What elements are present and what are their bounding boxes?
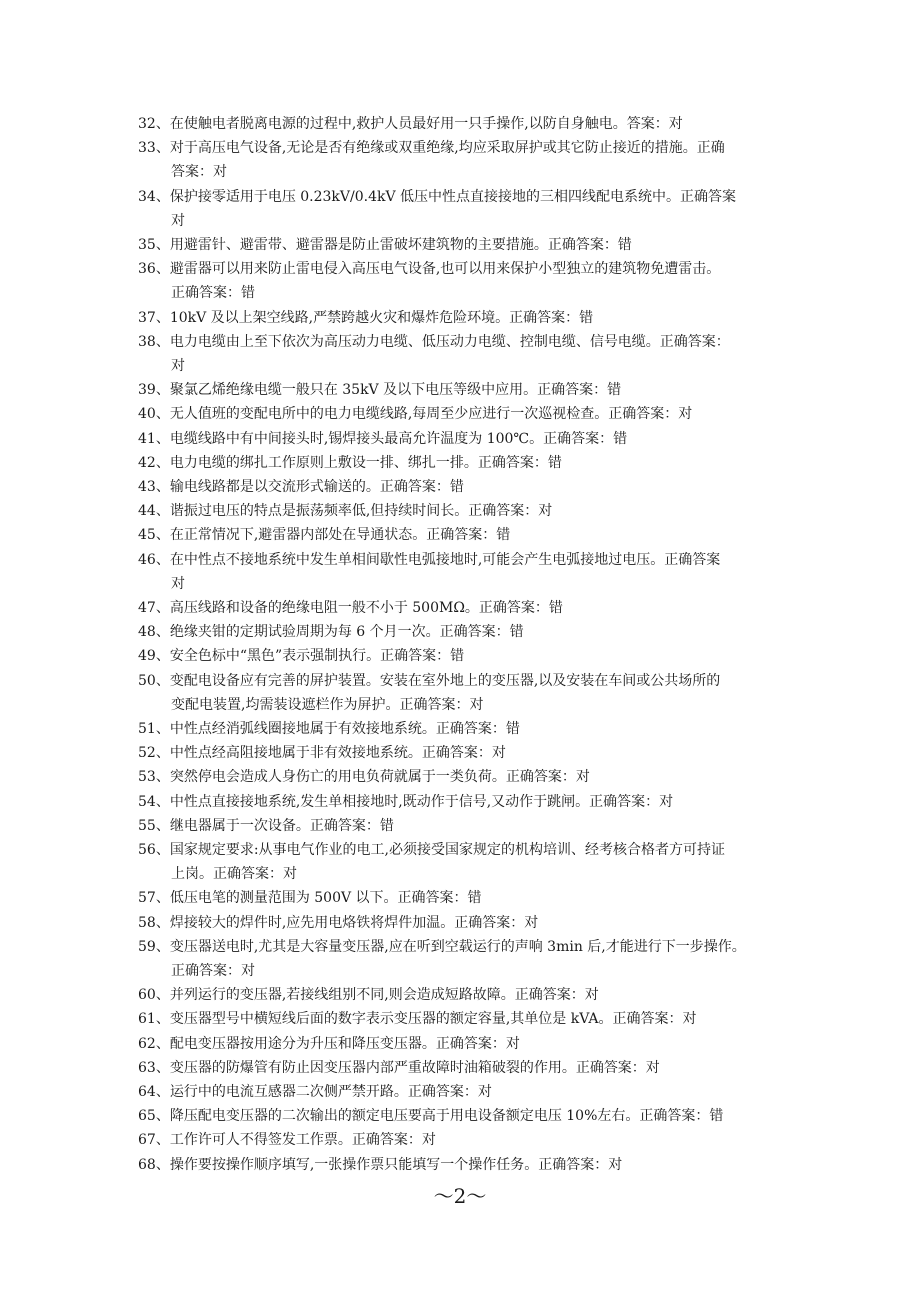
question-text: 42、电力电缆的绑扎工作原则上敷设一排、绑扎一排。正确答案：错: [138, 455, 562, 471]
question-continuation: 上岗。正确答案：对: [171, 866, 297, 882]
question-text: 40、无人值班的变配电所中的电力电缆线路,每周至少应进行一次巡视检查。正确答案：对: [138, 406, 693, 422]
question-text: 52、中性点经高阻接地属于非有效接地系统。正确答案：对: [138, 745, 506, 761]
question-text: 63、变压器的防爆管有防止因变压器内部严重故障时油箱破裂的作用。正确答案：对: [138, 1060, 660, 1076]
question-text: 43、输电线路都是以交流形式输送的。正确答案：错: [138, 479, 464, 495]
question-text: 64、运行中的电流互感器二次侧严禁开路。正确答案：对: [138, 1084, 492, 1100]
page-number: ～2～: [433, 1184, 487, 1208]
question-text: 47、高压线路和设备的绝缘电阻一般不小于 500MΩ。正确答案：错: [138, 600, 563, 616]
question-text: 41、电缆线路中有中间接头时,锡焊接头最高允许温度为 100℃。正确答案：错: [138, 431, 628, 447]
question-continuation: 对: [171, 213, 185, 229]
question-text: 50、变配电设备应有完善的屏护装置。安装在室外地上的变压器,以及安装在车间或公共场所的: [138, 673, 721, 689]
question-text: 38、电力电缆由上至下依次为高压动力电缆、低压动力电缆、控制电缆、信号电缆。正确答案：: [138, 334, 730, 350]
question-text: 34、保护接零适用于电压 0.23kV/0.4kV 低压中性点直接接地的三相四线配电系统中。正确答案: [138, 189, 737, 205]
question-continuation: 正确答案：错: [171, 285, 255, 301]
question-text: 54、中性点直接接地系统,发生单相接地时,既动作于信号,又动作于跳闸。正确答案：对: [138, 794, 674, 810]
question-text: 51、中性点经消弧线圈接地属于有效接地系统。正确答案：错: [138, 721, 520, 737]
question-text: 68、操作要按操作顺序填写,一张操作票只能填写一个操作任务。正确答案：对: [138, 1157, 623, 1173]
question-text: 37、10kV 及以上架空线路,严禁跨越火灾和爆炸危险环境。正确答案：错: [138, 310, 594, 326]
question-text: 57、低压电笔的测量范围为 500V 以下。正确答案：错: [138, 890, 482, 906]
question-text: 62、配电变压器按用途分为升压和降压变压器。正确答案：对: [138, 1036, 520, 1052]
question-text: 49、安全色标中“黑色”表示强制执行。正确答案：错: [138, 648, 465, 664]
question-continuation: 对: [171, 576, 185, 592]
question-continuation: 对: [171, 358, 185, 374]
question-text: 39、聚氯乙烯绝缘电缆一般只在 35kV 及以下电压等级中应用。正确答案：错: [138, 382, 622, 398]
question-text: 59、变压器送电时,尤其是大容量变压器,应在听到空载运行的声响 3min 后,才能进行下一步操作。: [138, 939, 746, 955]
question-text: 56、国家规定要求:从事电气作业的电工,必须接受国家规定的机构培训、经考核合格者方可持证: [138, 842, 725, 858]
question-continuation: 答案：对: [171, 164, 227, 180]
question-text: 61、变压器型号中横短线后面的数字表示变压器的额定容量,其单位是 kVA。正确答案：对: [138, 1011, 697, 1027]
question-continuation: 正确答案：对: [171, 963, 255, 979]
question-text: 60、并列运行的变压器,若接线组别不同,则会造成短路故障。正确答案：对: [138, 987, 599, 1003]
question-text: 36、避雷器可以用来防止雷电侵入高压电气设备,也可以用来保护小型独立的建筑物免遭雷击。: [138, 261, 721, 277]
question-text: 65、降压配电变压器的二次输出的额定电压要高于用电设备额定电压 10%左右。正确答案：错: [138, 1108, 724, 1124]
question-text: 46、在中性点不接地系统中发生单相间歇性电弧接地时,可能会产生电弧接地过电压。正确答案: [138, 552, 721, 568]
question-continuation: 变配电装置,均需装设遮栏作为屏护。正确答案：对: [171, 697, 484, 713]
question-text: 45、在正常情况下,避雷器内部处在导通状态。正确答案：错: [138, 527, 511, 543]
question-text: 53、突然停电会造成人身伤亡的用电负荷就属于一类负荷。正确答案：对: [138, 769, 590, 785]
question-text: 33、对于高压电气设备,无论是否有绝缘或双重绝缘,均应采取屏护或其它防止接近的措施。正确: [138, 140, 725, 156]
question-text: 35、用避雷针、避雷带、避雷器是防止雷破坏建筑物的主要措施。正确答案：错: [138, 237, 632, 253]
question-text: 58、焊接较大的焊件时,应先用电烙铁将焊件加温。正确答案：对: [138, 915, 539, 931]
question-text: 44、谐振过电压的特点是振荡频率低,但持续时间长。正确答案：对: [138, 503, 553, 519]
question-text: 55、继电器属于一次设备。正确答案：错: [138, 818, 394, 834]
question-text: 48、绝缘夹钳的定期试验周期为每 6 个月一次。正确答案：错: [138, 624, 524, 640]
question-text: 32、在使触电者脱离电源的过程中,救护人员最好用一只手操作,以防自身触电。答案：对: [138, 116, 683, 132]
question-text: 67、工作许可人不得签发工作票。正确答案：对: [138, 1132, 436, 1148]
